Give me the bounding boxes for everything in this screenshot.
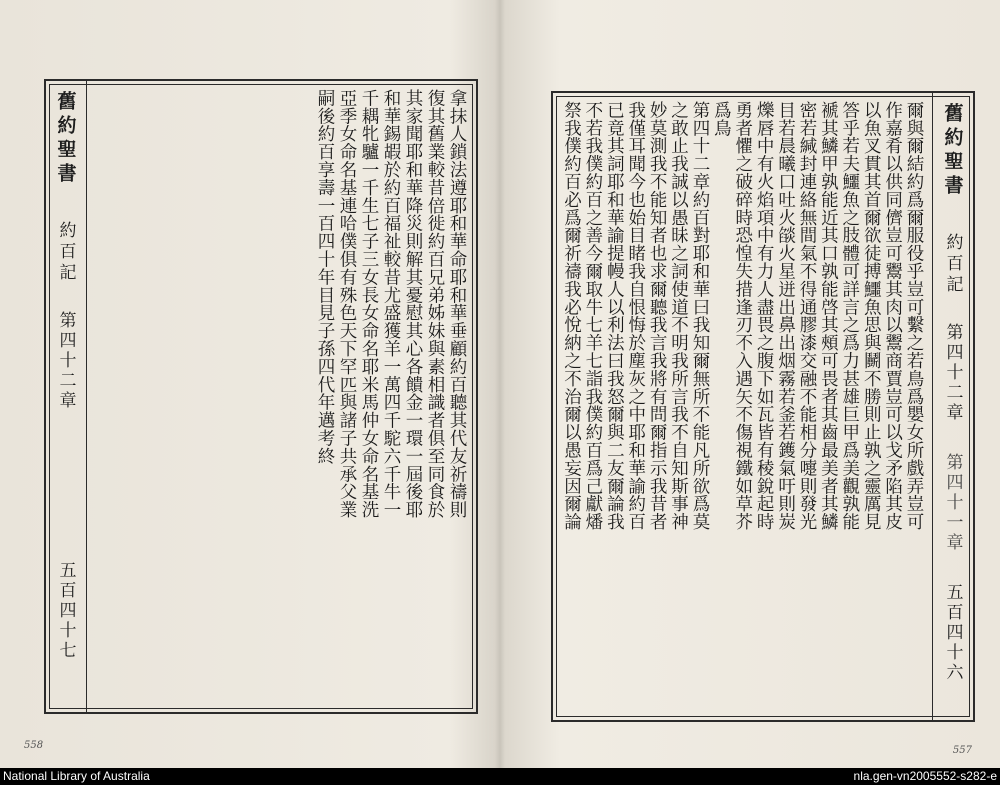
left-page-header-column — [46, 81, 87, 712]
left-text-column: 和華錫嘏於約百福祉較昔尤盛獲羊一萬四千駝六千牛一 — [381, 89, 401, 519]
right-text-column: 以魚叉貫其首爾欲徒搏鱷魚思與鬭不勝則止孰之靈厲見 — [861, 101, 882, 531]
right-page-body — [561, 101, 925, 712]
right-text-column: 祭我僕約百必爲爾祈禱我必悅納之不治爾以愚妄因爾論 — [561, 101, 582, 531]
left-book-name: 約百記 — [55, 221, 76, 284]
right-text-column: 第四十二章約百對耶和華曰我知爾無所不能凡所欲爲莫 — [689, 101, 710, 531]
footer-library-name: National Library of Australia — [3, 769, 150, 783]
right-text-column: 褫其鱗甲孰能近其口孰能啓其頰可畏者其齒最美者其鱗 — [818, 101, 839, 531]
left-text-column: 亞季女命名基連哈僕俱有殊色天下罕匹與諸子共承父業 — [337, 89, 357, 519]
left-text-column: 嗣後約百享壽一百四十年目見子孫四代年邁考終 — [315, 89, 335, 465]
left-scan-number: 558 — [24, 740, 44, 751]
right-text-column: 目若晨曦口吐火燄火星迸出鼻出烟霧若釜若鑊氣吁則炭 — [775, 101, 796, 531]
left-book-title: 舊約聖書 — [54, 91, 77, 187]
right-book-name: 約百記 — [942, 233, 963, 296]
left-chapter-label: 第四十二章 — [55, 311, 76, 411]
footer-identifier: nla.gen-vn2005552-s282-e — [853, 769, 997, 783]
right-prev-chapter-label: 第四十一章 — [942, 453, 963, 553]
right-text-column: 爾與爾結約爲爾服役乎豈可繫之若鳥爲嬰女所戲弄豈可 — [904, 101, 924, 531]
left-page — [0, 0, 497, 768]
right-text-column: 已竟其詞耶和華諭提幔人以利法曰我怒爾與二友爾論我 — [604, 101, 625, 531]
right-text-column: 作嘉肴以供同儕豈可鬻其肉以鬻商賈豈可以戈矛陷其皮 — [882, 101, 903, 531]
right-text-column: 我僅耳聞今也始目睹我自恨悔於塵灰之中耶和華諭約百 — [625, 101, 646, 531]
library-footer-bar — [0, 768, 1000, 785]
right-text-column: 答乎若夫鱷魚之肢體可詳言之爲力甚雄巨甲爲美觀孰能 — [839, 101, 860, 531]
left-page-body — [94, 89, 468, 704]
right-text-column: 勇者懼之破碎時恐惶失措逢刃不入遇矢不傷視鐵如草芥 — [732, 101, 753, 531]
right-text-column: 密若緘封連絡無間氣不得通膠漆交融不能相分嚏則發光 — [796, 101, 817, 531]
right-scan-number: 557 — [952, 745, 972, 756]
left-page-frame — [44, 79, 478, 714]
right-text-column: 之敢止我誠以愚昧之詞使道不明我所言我不自知斯事神 — [668, 101, 689, 531]
left-text-column: 其家聞耶和華降災則解其憂慰其心各饋金一環一屆後耶 — [403, 89, 423, 519]
right-page-header-column — [932, 93, 973, 720]
right-text-column: 爍唇中有火焰項中有力人盡畏之腹下如瓦皆有稜銳起時 — [754, 101, 775, 531]
right-page-frame — [551, 91, 975, 722]
right-book-title: 舊約聖書 — [941, 103, 964, 199]
left-text-column: 復其舊業較昔倍徙約百兄弟姊妹與素相識者俱至同食於 — [425, 89, 445, 519]
right-chapter-label: 第四十二章 — [942, 323, 963, 423]
right-text-column: 爲鳥 — [711, 101, 732, 137]
left-text-column: 千耦牝驢一千生七子三女長女命名耶米馬仲女命名基洗 — [359, 89, 379, 519]
right-page-number: 五百四十六 — [942, 583, 963, 683]
right-text-column: 不若我僕約百之善今爾取牛七羊七詣我僕約百爲己獻燔 — [582, 101, 603, 531]
right-page — [503, 0, 1000, 768]
left-page-number: 五百四十七 — [55, 561, 76, 661]
right-text-column: 妙莫測我不能知者也求爾聽我言我將有問爾指示我昔者 — [647, 101, 668, 531]
left-text-column: 拿抹人鎖法遵耶和華命耶和華垂顧約百聽其代友祈禱則 — [447, 89, 467, 519]
